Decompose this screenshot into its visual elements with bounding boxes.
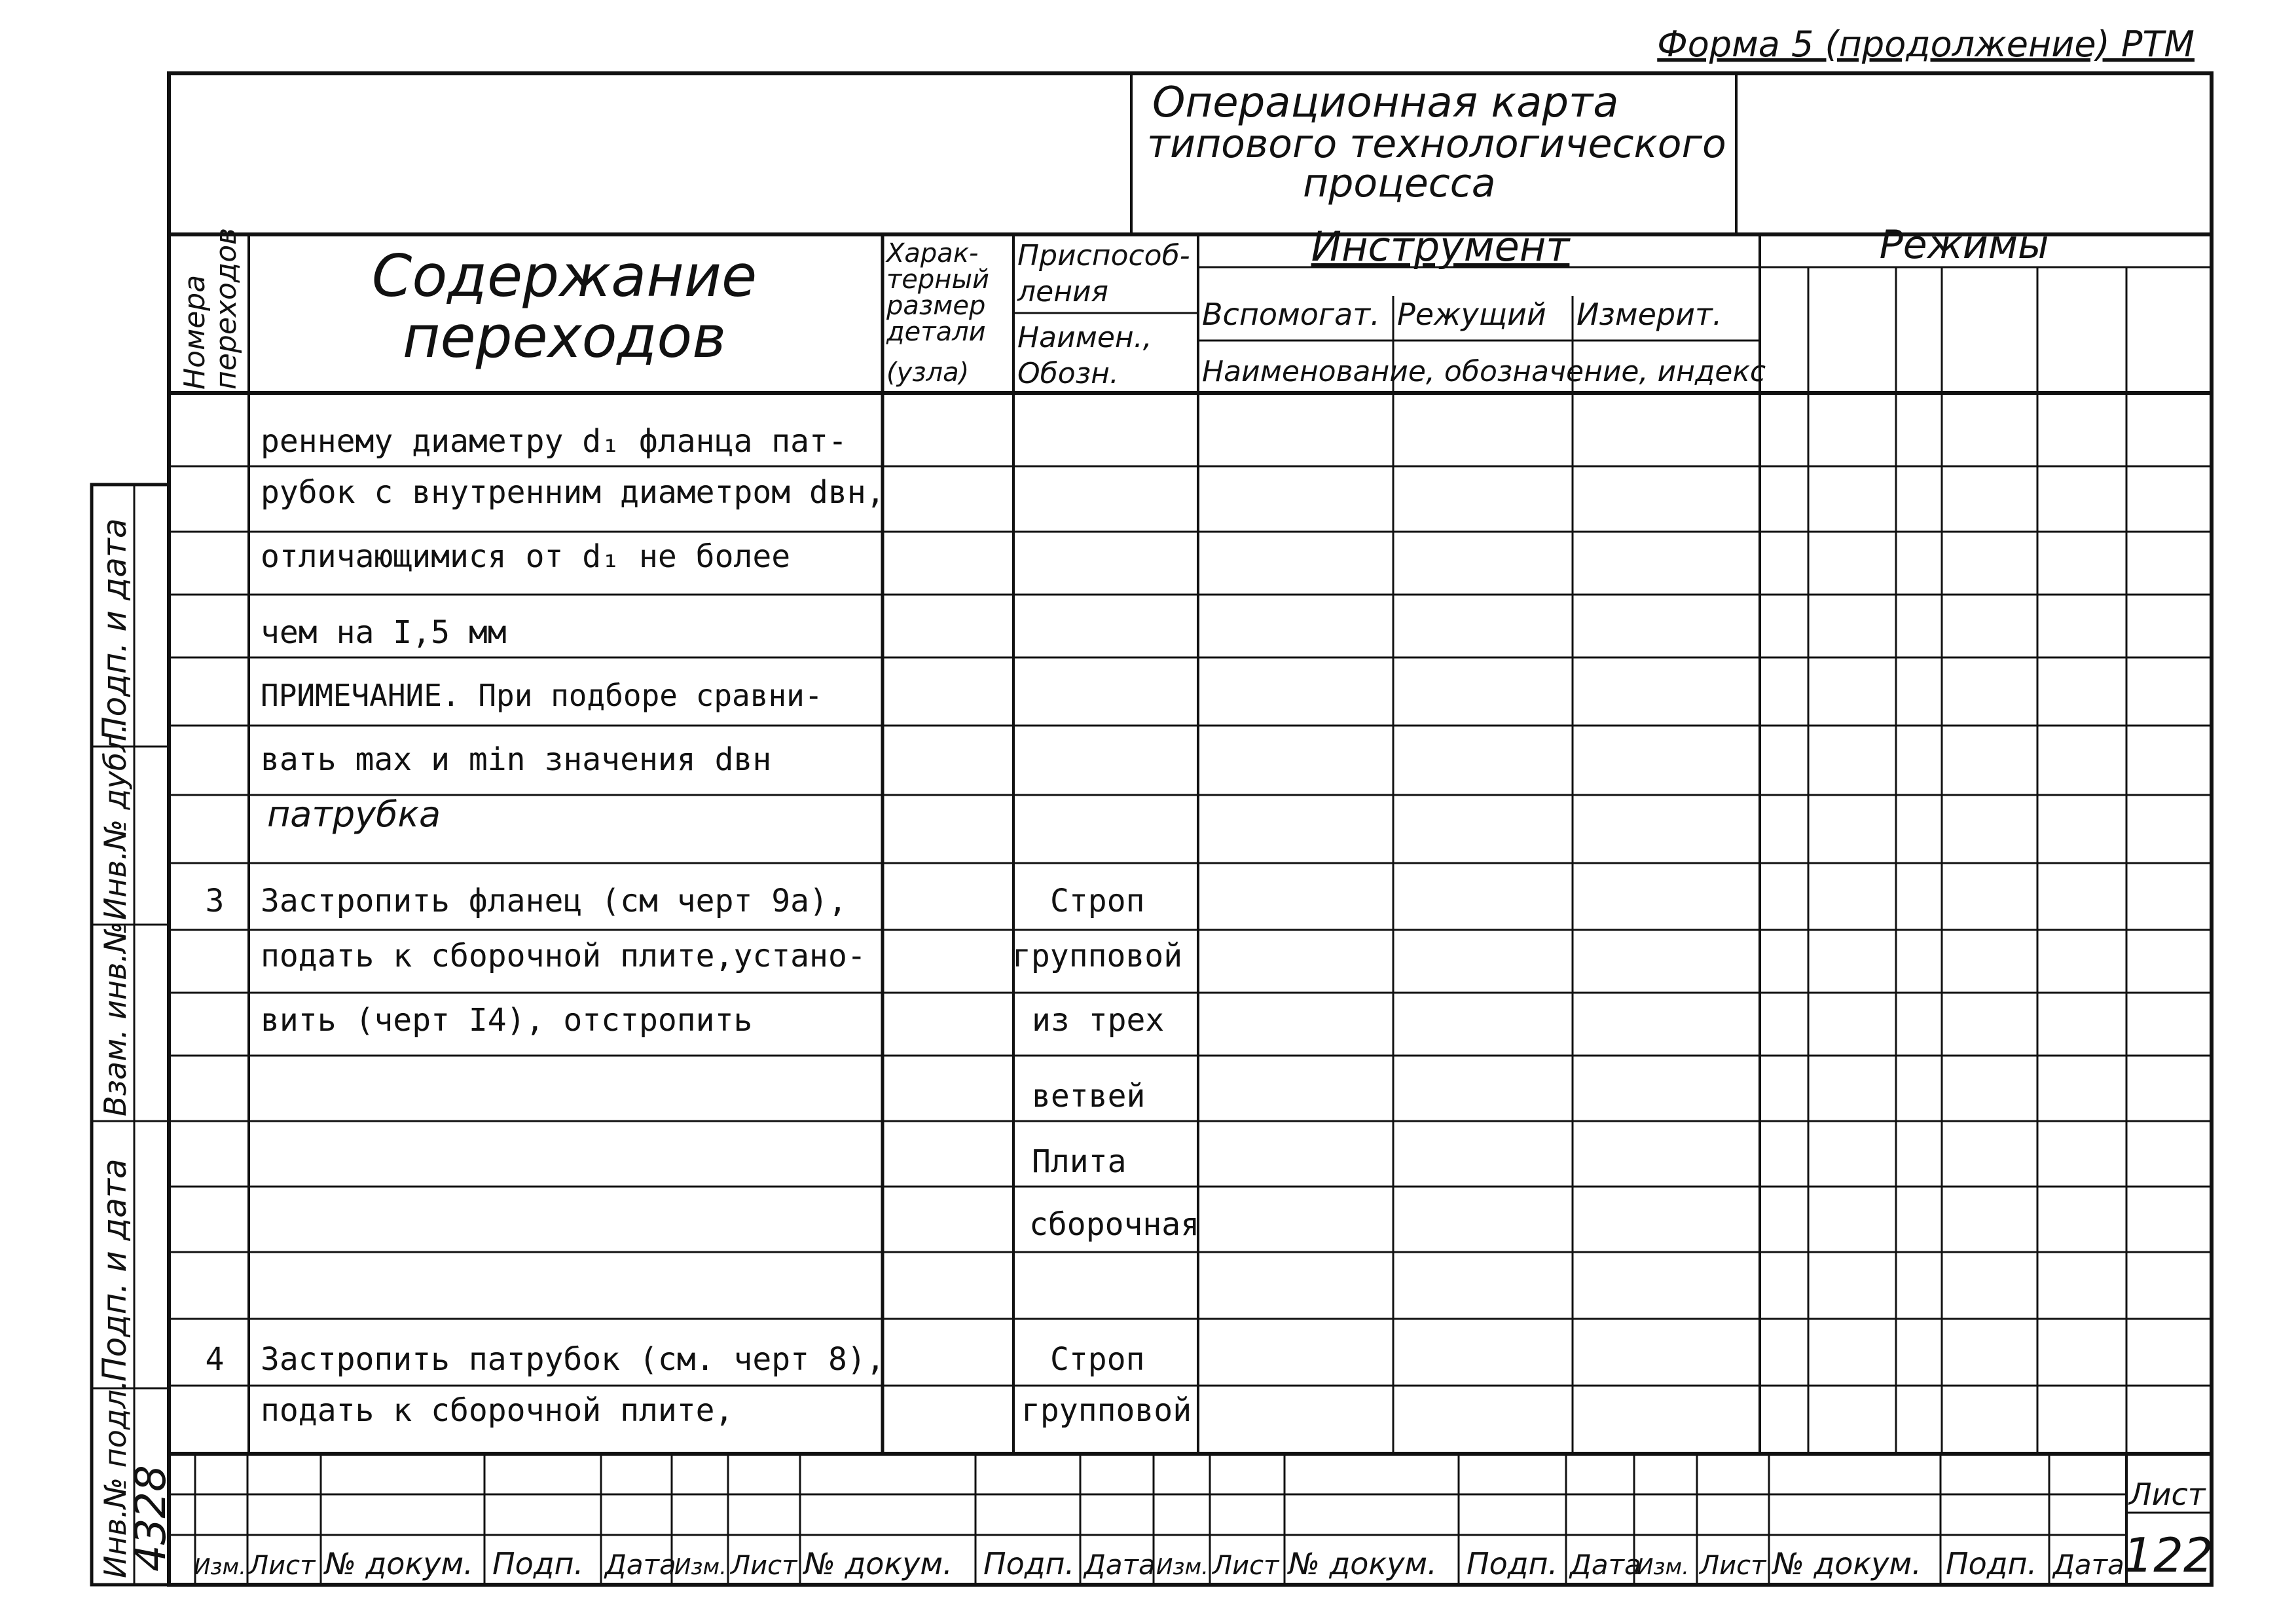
header-content-2: переходов	[402, 303, 727, 371]
header-char-size-1: Харак-	[886, 238, 979, 268]
row-content: реннему диаметру d₁ фланца пат-	[261, 423, 847, 460]
row-fixture: сборочная	[1029, 1206, 1200, 1243]
tb-izm: Изм.	[1637, 1554, 1689, 1580]
tb-data: Дата	[1084, 1549, 1156, 1581]
row-content: ПРИМЕЧАНИЕ. При подборе сравни-	[261, 678, 823, 713]
row-num: 4	[205, 1341, 225, 1378]
tb-list: Лист	[249, 1551, 316, 1581]
tb-izm: Изм.	[194, 1554, 246, 1580]
title-block	[194, 1477, 2214, 1583]
card-title-line-3: процесса	[1303, 160, 1496, 206]
card-title-line-2: типового технологического	[1147, 121, 1726, 167]
header-char-size-5: (узла)	[886, 358, 970, 388]
tb-data: Дата	[605, 1549, 676, 1581]
row-fixture: ветвей	[1032, 1078, 1146, 1115]
row-content: вать max и min значения dвн	[261, 741, 772, 778]
stamp-podp-data-1: Подп. и дата	[96, 1158, 134, 1382]
tb-list: Лист	[1700, 1551, 1766, 1581]
tb-izm: Изм.	[1156, 1554, 1209, 1580]
header-fixtures-1: Приспособ-	[1017, 239, 1190, 272]
sheet-label: Лист	[2129, 1477, 2206, 1512]
header-tool-meas: Измерит.	[1576, 297, 1722, 332]
row-fixture: Плита	[1032, 1143, 1127, 1180]
tb-list: Лист	[731, 1551, 797, 1581]
stamp-inv-podl: Инв.№ подл.	[98, 1380, 133, 1578]
header-char-size-3: размер	[886, 291, 986, 321]
tb-podp: Подп.	[1467, 1546, 1558, 1581]
row-content: подать к сборочной плите,устано-	[261, 938, 866, 974]
tb-podp: Подп.	[983, 1546, 1075, 1581]
stamp-inv-dubl: Инв.№ дубл.	[98, 723, 133, 920]
row-content: подать к сборочной плите,	[261, 1392, 734, 1429]
tb-dokum: № докум.	[1773, 1546, 1922, 1581]
tb-data: Дата	[2053, 1549, 2124, 1581]
stamp-handwritten-number: 4328	[127, 1465, 175, 1572]
row-fixture: групповой	[1021, 1392, 1192, 1429]
header-tool-cut: Режущий	[1397, 297, 1546, 332]
row-content: вить (черт I4), отстропить	[261, 1002, 753, 1039]
header-modes: Режимы	[1879, 222, 2049, 268]
tb-dokum: № докум.	[325, 1546, 473, 1581]
header-tool-aux: Вспомогат.	[1202, 297, 1380, 332]
body-rows	[206, 423, 1200, 1429]
tb-dokum: № докум.	[1288, 1546, 1437, 1581]
header-char-size-4: детали	[886, 317, 986, 347]
header-step-numbers-2: переходов	[210, 227, 243, 390]
sheet-number: 122	[2123, 1528, 2214, 1583]
row-fixture: групповой	[1012, 938, 1183, 974]
row-fixture: Строп	[1050, 1341, 1145, 1378]
row-num: 3	[205, 883, 225, 919]
card-title-line-1: Операционная карта	[1152, 79, 1619, 127]
header-fixtures-sub-1: Наимен.,	[1017, 321, 1152, 354]
header-tool: Инструмент	[1311, 223, 1570, 270]
header-content-1: Содержание	[371, 242, 757, 310]
card-title	[1147, 79, 1726, 206]
tb-podp: Подп.	[492, 1546, 584, 1581]
header-step-numbers-1: Номера	[178, 274, 211, 390]
tb-data: Дата	[1570, 1549, 1641, 1581]
tb-izm: Изм.	[674, 1554, 727, 1580]
header-tool-sub: Наименование, обозначение, индекс	[1202, 355, 1766, 388]
header-fixtures-sub-2: Обозн.	[1017, 357, 1119, 390]
header-char-size-2: терный	[886, 265, 990, 295]
row-fixture: Строп	[1050, 883, 1145, 919]
tb-dokum: № докум.	[804, 1546, 953, 1581]
row-content: Застропить патрубок (см. черт 8),	[261, 1341, 885, 1378]
form-label: Форма 5 (продолжение) РТМ	[1657, 24, 2195, 65]
row-content: отличающимися от d₁ не более	[261, 538, 791, 575]
stamp-vzam-inv: Взам. инв.№	[98, 921, 133, 1116]
stamp-podp-data-2: Подп. и дата	[96, 518, 134, 741]
header-fixtures-2: ления	[1017, 275, 1109, 308]
row-content: Застропить фланец (см черт 9а),	[261, 883, 847, 919]
row-content: чем на I,5 мм	[261, 614, 507, 651]
row-content: рубок с внутренним диаметром dвн,	[261, 474, 885, 511]
tb-list: Лист	[1212, 1551, 1279, 1581]
tb-podp: Подп.	[1946, 1546, 2037, 1581]
side-stamp	[96, 518, 175, 1578]
row-fixture: из трех	[1032, 1002, 1165, 1039]
table-header	[178, 222, 2049, 390]
row-content: патрубка	[267, 794, 441, 835]
